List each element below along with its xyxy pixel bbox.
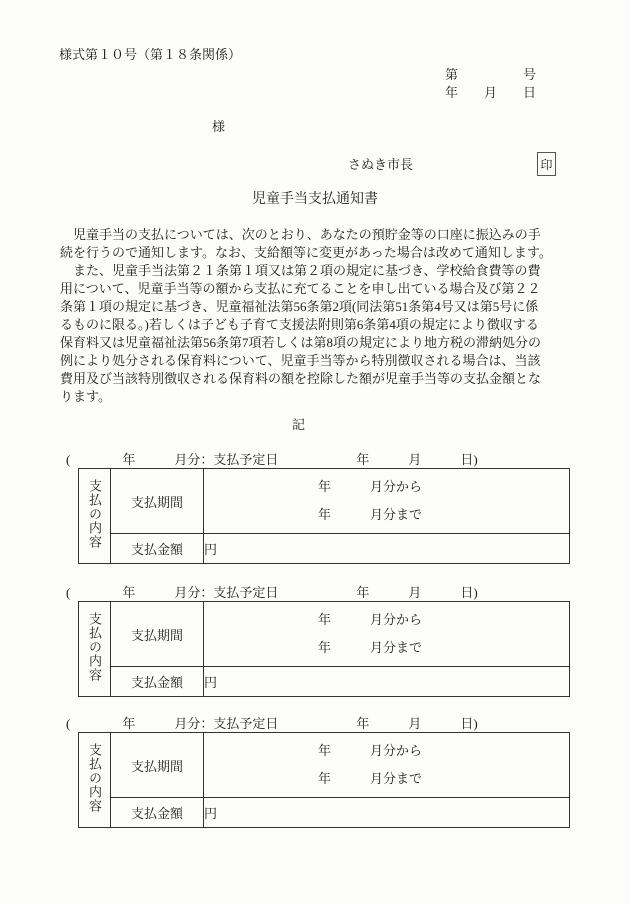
payment-table-block-1 [60,452,572,564]
body-line: 費用及び当該特別徴収される保育料の額を控除した額が児童手当等の支払金額とな [60,371,542,386]
body-line: 条第１項の規定に基づき、児童福祉法第56条第2項(同法第51条第4号又は第5号に係 [60,299,539,314]
payment-amount-label: 支払金額 [111,534,204,564]
period-to: 年 月分まで [318,771,423,786]
body-text [60,226,572,406]
body-line: 児童手当の支払については、次のとおり、あなたの預貯金等の口座に振込みの手 [60,227,541,242]
ki-marker: 記 [292,417,306,432]
table-caption: ( 年 月分：支払予定日 年 月 日) [66,716,478,731]
payment-amount-cell: 円 [204,667,570,697]
payment-period-cell [204,733,570,798]
payment-table [78,468,570,564]
period-from: 年 月分から [318,479,423,494]
payment-period-cell [204,602,570,667]
period-from: 年 月分から [318,743,423,758]
seal-box: 印 [537,152,556,176]
doc-date-line: 年 月 日 [444,85,536,100]
table-side-header: 支払の内容 [79,733,111,828]
table-caption: ( 年 月分：支払予定日 年 月 日) [66,452,478,467]
period-to: 年 月分まで [318,507,423,522]
doc-number-block [445,66,536,102]
body-line: 続を行うので通知します。なお、支給額等に変更があった場合は改めて通知します。 [60,245,552,260]
body-line: 用について、児童手当等の額から支払に充てることを申し出ている場合及び第２２ [60,281,541,296]
body-line: 例により処分される保育料について、児童手当等から特別徴収される場合は、当該 [60,353,541,368]
document-title: 児童手当支払通知書 [252,192,378,207]
payment-amount-label: 支払金額 [111,667,204,697]
body-line: また、児童手当法第２１条第１項又は第２項の規定に基づき、学校給食費等の費 [60,263,541,278]
table-side-header: 支払の内容 [79,469,111,564]
table-caption: ( 年 月分：支払予定日 年 月 日) [66,585,478,600]
addressee-sama: 様 [212,119,226,134]
payment-amount-cell: 円 [204,798,570,828]
payment-table [78,732,570,828]
table-side-header: 支払の内容 [79,602,111,697]
body-line: るものに限る。)若しくは子ども子育て支援法附則第6条第4項の規定により徴収する [60,317,539,332]
payment-table [78,601,570,697]
issuer-name: さぬき市長 [348,157,414,172]
doc-number-line: 第 号 [444,67,536,82]
body-line: 保育料又は児童福祉法第56条第7項若しくは第8項の規定により地方税の滞納処分の [60,335,542,350]
payment-period-label: 支払期間 [111,733,204,798]
body-line: ります。 [60,389,111,404]
period-from: 年 月分から [318,612,423,627]
payment-period-label: 支払期間 [111,469,204,534]
payment-period-cell [204,469,570,534]
payment-amount-cell: 円 [204,534,570,564]
form-number: 様式第１０号（第１８条関係） [59,47,242,62]
period-to: 年 月分まで [318,640,423,655]
payment-amount-label: 支払金額 [111,798,204,828]
payment-period-label: 支払期間 [111,602,204,667]
payment-table-block-3 [60,716,572,828]
payment-table-block-2 [60,585,572,697]
